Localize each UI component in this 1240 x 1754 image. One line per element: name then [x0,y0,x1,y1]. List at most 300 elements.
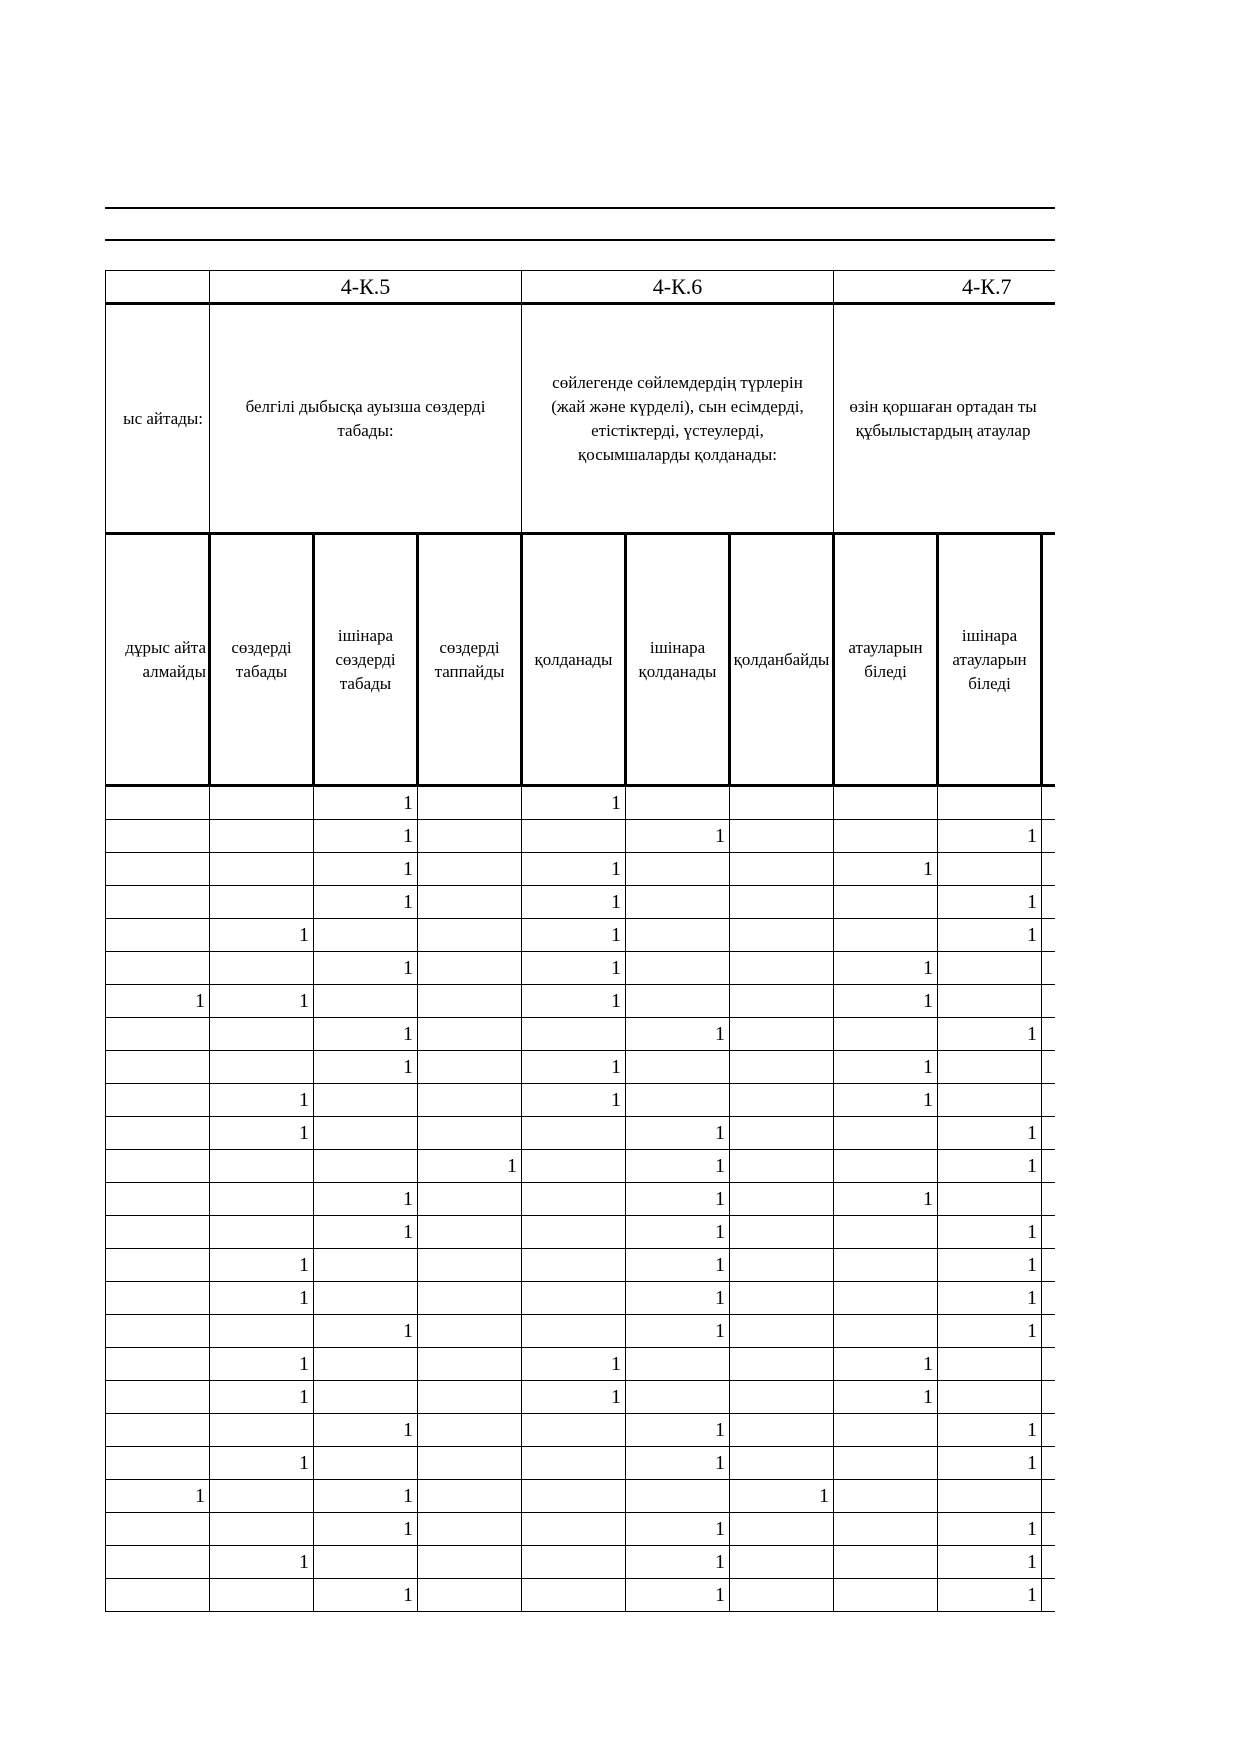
table-cell[interactable] [210,952,314,985]
table-cell[interactable]: 1 [938,886,1042,919]
table-cell[interactable]: 1 [938,1216,1042,1249]
table-row [106,1579,1056,1612]
table-cell[interactable]: 1 [522,1381,626,1414]
description-text: сөйлегенде сөйлемдердің түрлерін (жай және күрделі), сын есімдерді, етістіктерді, үстеулерді, қосымшаларды қолданады: [551,372,804,464]
table-cell[interactable] [106,1579,210,1612]
table-cell[interactable] [730,1117,834,1150]
table-cell[interactable] [938,853,1042,886]
table-cell[interactable] [834,1216,938,1249]
table-cell[interactable] [626,952,730,985]
table-cell[interactable]: 1 [210,1381,314,1414]
table-cell[interactable]: 1 [938,1513,1042,1546]
table-cell[interactable] [626,786,730,820]
table-cell[interactable] [522,1579,626,1612]
table-cell[interactable]: 1 [314,1513,418,1546]
table-cell-overflow [1042,952,1055,985]
table-cell-overflow [1042,1480,1055,1513]
table-cell[interactable] [522,1315,626,1348]
table-row [106,919,1056,952]
table-cell[interactable] [834,1480,938,1513]
table-row [106,1315,1056,1348]
table-cell[interactable] [522,1282,626,1315]
table-cell[interactable]: 1 [834,1051,938,1084]
subheader-label: ішінара атауларын біледі [952,625,1027,693]
table-cell[interactable] [210,1150,314,1183]
table-cell[interactable]: 1 [938,1546,1042,1579]
table-cell[interactable]: 1 [314,1018,418,1051]
table-cell[interactable] [106,1084,210,1117]
table-cell[interactable] [522,1216,626,1249]
table-row [106,1216,1056,1249]
table-cell[interactable] [418,1348,522,1381]
table-cell[interactable]: 1 [522,985,626,1018]
table-cell[interactable]: 1 [210,919,314,952]
table-cell[interactable] [418,1546,522,1579]
table-cell[interactable] [210,1018,314,1051]
table-cell[interactable] [730,1150,834,1183]
description-row [106,304,1056,534]
table-cell[interactable]: 1 [314,1579,418,1612]
table-cell[interactable]: 1 [626,1315,730,1348]
table-cell[interactable] [418,1084,522,1117]
table-cell[interactable] [938,985,1042,1018]
table-cell[interactable] [522,1513,626,1546]
top-rule-2 [105,239,1055,241]
table-cell[interactable]: 1 [626,1183,730,1216]
table-cell[interactable] [106,853,210,886]
table-cell[interactable] [106,1546,210,1579]
table-cell[interactable]: 1 [418,1150,522,1183]
table-cell[interactable] [938,952,1042,985]
table-cell[interactable] [106,1315,210,1348]
table-cell[interactable] [834,820,938,853]
table-cell[interactable] [834,786,938,820]
table-cell[interactable] [626,1084,730,1117]
table-cell[interactable]: 1 [834,853,938,886]
table-cell[interactable] [418,786,522,820]
subheader-cell [522,534,626,786]
table-cell[interactable] [834,1414,938,1447]
table-cell[interactable] [522,1018,626,1051]
table-cell[interactable]: 1 [938,1249,1042,1282]
table-cell[interactable] [106,1018,210,1051]
table-cell-overflow [1042,1117,1055,1150]
table-cell[interactable] [418,886,522,919]
table-cell[interactable] [418,985,522,1018]
table-cell[interactable] [210,1579,314,1612]
table-cell[interactable]: 1 [210,1249,314,1282]
table-cell[interactable] [730,952,834,985]
table-cell[interactable]: 1 [522,919,626,952]
table-cell[interactable] [106,919,210,952]
table-cell[interactable]: 1 [522,853,626,886]
table-cell[interactable] [730,853,834,886]
table-cell[interactable] [106,1513,210,1546]
table-cell-overflow [1042,1183,1055,1216]
table-cell[interactable]: 1 [522,886,626,919]
table-cell[interactable] [106,886,210,919]
table-cell[interactable]: 1 [522,1348,626,1381]
table-cell[interactable] [730,820,834,853]
table-cell[interactable]: 1 [730,1480,834,1513]
table-cell-overflow [1042,1579,1055,1612]
table-cell[interactable] [626,1381,730,1414]
table-cell[interactable] [730,886,834,919]
table-cell[interactable]: 1 [626,1018,730,1051]
table-cell[interactable]: 1 [314,853,418,886]
table-cell-overflow [1042,1084,1055,1117]
table-cell[interactable] [626,886,730,919]
table-cell[interactable] [626,853,730,886]
table-cell[interactable] [106,1183,210,1216]
table-cell[interactable]: 1 [626,1216,730,1249]
table-cell[interactable] [730,1381,834,1414]
table-cell[interactable] [418,1579,522,1612]
table-cell[interactable] [834,1249,938,1282]
table-row [106,1381,1056,1414]
table-cell[interactable]: 1 [314,820,418,853]
assessment-table [105,270,1055,1612]
table-cell-overflow [1042,786,1055,820]
subheader-label: ішінара сөздерді табады [335,625,396,693]
table-cell[interactable] [730,1216,834,1249]
table-cell[interactable] [730,1513,834,1546]
table-cell[interactable] [522,1480,626,1513]
table-cell[interactable]: 1 [314,1480,418,1513]
table-cell[interactable] [730,919,834,952]
table-cell[interactable]: 1 [834,1381,938,1414]
table-cell[interactable]: 1 [626,1414,730,1447]
table-cell[interactable] [626,919,730,952]
table-cell[interactable]: 1 [938,820,1042,853]
subheader-cell [834,534,938,786]
subheader-label: сөздерді таппайды [434,637,505,681]
table-cell[interactable] [418,1315,522,1348]
table-cell[interactable] [106,1381,210,1414]
table-cell[interactable] [418,1117,522,1150]
table-cell[interactable] [418,1414,522,1447]
table-cell[interactable] [522,1414,626,1447]
table-cell[interactable] [834,1447,938,1480]
table-cell[interactable] [418,1381,522,1414]
table-cell[interactable] [314,1117,418,1150]
table-cell[interactable] [314,1546,418,1579]
table-cell[interactable]: 1 [938,1150,1042,1183]
table-cell[interactable] [106,952,210,985]
table-cell[interactable] [106,1447,210,1480]
table-cell[interactable] [834,1546,938,1579]
table-cell[interactable]: 1 [938,1447,1042,1480]
subheader-cell [938,534,1042,786]
table-cell[interactable] [210,1513,314,1546]
table-cell[interactable] [210,1315,314,1348]
table-cell[interactable] [210,1480,314,1513]
table-cell[interactable]: 1 [314,1051,418,1084]
table-cell[interactable] [210,853,314,886]
table-cell[interactable] [730,1282,834,1315]
table-cell[interactable] [314,1381,418,1414]
table-cell[interactable] [210,1414,314,1447]
table-cell[interactable] [522,1447,626,1480]
table-cell[interactable] [106,1216,210,1249]
table-cell[interactable] [834,1579,938,1612]
table-cell[interactable] [106,1051,210,1084]
table-cell[interactable] [418,1282,522,1315]
table-cell[interactable] [730,1051,834,1084]
table-cell[interactable] [938,1381,1042,1414]
table-cell[interactable]: 1 [938,1117,1042,1150]
table-cell[interactable] [938,1480,1042,1513]
table-cell[interactable] [730,1249,834,1282]
table-cell[interactable]: 1 [314,1216,418,1249]
table-row [106,1447,1056,1480]
table-cell[interactable] [834,1117,938,1150]
table-cell[interactable] [730,985,834,1018]
table-cell[interactable] [522,1150,626,1183]
table-cell[interactable] [938,1051,1042,1084]
table-cell[interactable] [314,1282,418,1315]
table-cell[interactable] [210,820,314,853]
table-cell[interactable]: 1 [834,1348,938,1381]
subheader-label: дұрыс айта алмайды [125,637,206,681]
table-cell-overflow [1042,1249,1055,1282]
table-cell[interactable] [938,1084,1042,1117]
table-cell[interactable]: 1 [210,1282,314,1315]
table-cell[interactable]: 1 [626,820,730,853]
table-cell[interactable] [418,1018,522,1051]
subheader-row [106,534,1056,786]
table-cell[interactable]: 1 [626,1150,730,1183]
description-cell [106,304,210,534]
table-row [106,1348,1056,1381]
table-row [106,985,1056,1018]
table-cell[interactable] [314,1150,418,1183]
table-cell[interactable] [834,1150,938,1183]
table-cell[interactable] [730,1183,834,1216]
table-cell[interactable] [834,886,938,919]
code-cell: 4-К.5 [210,271,522,304]
table-cell[interactable]: 1 [210,1084,314,1117]
table-cell[interactable] [626,1348,730,1381]
table-cell[interactable]: 1 [522,952,626,985]
table-cell[interactable] [106,1348,210,1381]
table-row [106,886,1056,919]
table-cell[interactable] [730,1018,834,1051]
table-cell[interactable] [210,1051,314,1084]
table-cell-overflow [1042,1282,1055,1315]
table-cell-overflow [1042,1051,1055,1084]
table-cell[interactable] [730,1348,834,1381]
table-cell-overflow [1042,1216,1055,1249]
description-text: ыс айтады: [123,408,203,428]
table-cell[interactable] [106,820,210,853]
table-cell[interactable] [522,1249,626,1282]
table-cell[interactable] [730,1579,834,1612]
table-cell[interactable] [834,1513,938,1546]
code-row [106,271,1056,304]
table-cell[interactable] [106,1117,210,1150]
table-cell-overflow [1042,1414,1055,1447]
table-cell[interactable] [314,1348,418,1381]
table-cell[interactable] [418,1051,522,1084]
table-cell[interactable]: 1 [522,1084,626,1117]
table-cell[interactable] [106,1282,210,1315]
table-cell[interactable]: 1 [834,952,938,985]
code-cell: 4-К.6 [522,271,834,304]
table-cell[interactable] [730,1447,834,1480]
table-cell[interactable] [418,952,522,985]
table-cell[interactable]: 1 [522,1051,626,1084]
subheader-cell [626,534,730,786]
table-cell[interactable] [314,1084,418,1117]
table-cell[interactable]: 1 [314,1183,418,1216]
subheader-cell [418,534,522,786]
table-cell[interactable]: 1 [210,985,314,1018]
table-cell[interactable] [522,820,626,853]
table-cell[interactable] [626,1051,730,1084]
table-cell[interactable]: 1 [210,1117,314,1150]
table-cell[interactable]: 1 [834,985,938,1018]
table-cell[interactable] [418,1480,522,1513]
table-cell[interactable] [210,786,314,820]
table-cell[interactable] [418,1447,522,1480]
code-cell [106,271,210,304]
table-cell-overflow [1042,886,1055,919]
table-cell[interactable] [730,1084,834,1117]
table-cell[interactable]: 1 [626,1117,730,1150]
subheader-cell [730,534,834,786]
table-cell[interactable] [418,853,522,886]
table-cell[interactable] [730,1414,834,1447]
subheader-label: атауларын біледі [848,637,923,681]
subheader-label: сөздерді табады [231,637,292,681]
subheader-label: қолданбайды [733,649,830,669]
table-cell[interactable] [938,786,1042,820]
table-cell[interactable] [418,1183,522,1216]
table-cell-overflow [1042,1546,1055,1579]
table-row [106,1084,1056,1117]
table-cell[interactable]: 1 [626,1546,730,1579]
table-cell[interactable] [210,1183,314,1216]
table-cell[interactable]: 1 [314,1414,418,1447]
table-cell[interactable] [314,985,418,1018]
table-cell[interactable]: 1 [314,952,418,985]
table-cell[interactable]: 1 [938,1579,1042,1612]
description-cell [522,304,834,534]
table-cell[interactable] [522,1117,626,1150]
table-cell[interactable]: 1 [834,1084,938,1117]
top-rule-1 [105,207,1055,209]
table-row [106,1249,1056,1282]
table-cell[interactable]: 1 [626,1447,730,1480]
subheader-label: қолданады [534,649,613,669]
table-cell[interactable] [938,1183,1042,1216]
table-cell[interactable] [210,1216,314,1249]
table-row [106,786,1056,820]
table-cell-overflow [1042,1348,1055,1381]
table-cell[interactable]: 1 [522,786,626,820]
description-text: белгілі дыбысқа ауызша сөздерді табады: [245,396,486,440]
table-cell[interactable] [106,1150,210,1183]
table-cell[interactable] [626,985,730,1018]
description-cell [210,304,522,534]
table-row [106,1183,1056,1216]
table-cell[interactable]: 1 [938,919,1042,952]
table-cell[interactable] [418,1216,522,1249]
table-cell[interactable] [834,919,938,952]
table-row [106,1282,1056,1315]
table-cell-overflow [1042,1315,1055,1348]
table-cell[interactable]: 1 [626,1282,730,1315]
table-cell[interactable]: 1 [938,1018,1042,1051]
table-cell[interactable] [834,1282,938,1315]
table-cell[interactable]: 1 [626,1249,730,1282]
table-cell[interactable]: 1 [938,1282,1042,1315]
table-cell[interactable] [522,1183,626,1216]
table-cell[interactable] [314,1447,418,1480]
table-cell[interactable]: 1 [314,1315,418,1348]
table-cell[interactable] [938,1348,1042,1381]
table-row [106,820,1056,853]
table-cell-overflow [1042,820,1055,853]
subheader-cell [1042,534,1055,786]
table-cell-overflow [1042,1018,1055,1051]
table-cell[interactable] [418,1513,522,1546]
table-cell[interactable] [626,1480,730,1513]
table-cell[interactable] [418,820,522,853]
table-cell[interactable] [314,919,418,952]
subheader-cell [106,534,210,786]
table-cell-overflow [1042,985,1055,1018]
table-cell[interactable] [106,786,210,820]
table-cell[interactable]: 1 [210,1348,314,1381]
table-cell[interactable]: 1 [626,1579,730,1612]
table-cell[interactable] [210,886,314,919]
spreadsheet [105,270,1055,1640]
table-row [106,1546,1056,1579]
table-cell[interactable] [834,1315,938,1348]
table-cell[interactable]: 1 [210,1546,314,1579]
table-cell[interactable]: 1 [834,1183,938,1216]
table-cell[interactable]: 1 [106,1480,210,1513]
table-cell[interactable] [418,1249,522,1282]
table-cell[interactable]: 1 [314,786,418,820]
table-cell[interactable] [522,1546,626,1579]
table-cell[interactable] [418,919,522,952]
table-cell[interactable] [106,1249,210,1282]
table-row [106,1513,1056,1546]
table-cell-overflow [1042,1381,1055,1414]
code-cell: 4-К.7 [834,271,1055,304]
table-cell[interactable] [834,1018,938,1051]
table-cell[interactable] [106,1414,210,1447]
table-cell[interactable]: 1 [106,985,210,1018]
table-cell[interactable] [314,1249,418,1282]
description-cell [834,304,1055,534]
table-cell[interactable]: 1 [314,886,418,919]
table-cell[interactable] [730,1315,834,1348]
table-cell[interactable]: 1 [626,1513,730,1546]
table-cell[interactable] [730,1546,834,1579]
subheader-cell [210,534,314,786]
table-cell-overflow [1042,1447,1055,1480]
table-cell[interactable]: 1 [938,1315,1042,1348]
table-cell[interactable] [730,786,834,820]
table-row [106,1117,1056,1150]
table-row [106,1018,1056,1051]
table-cell[interactable]: 1 [938,1414,1042,1447]
table-cell[interactable]: 1 [210,1447,314,1480]
